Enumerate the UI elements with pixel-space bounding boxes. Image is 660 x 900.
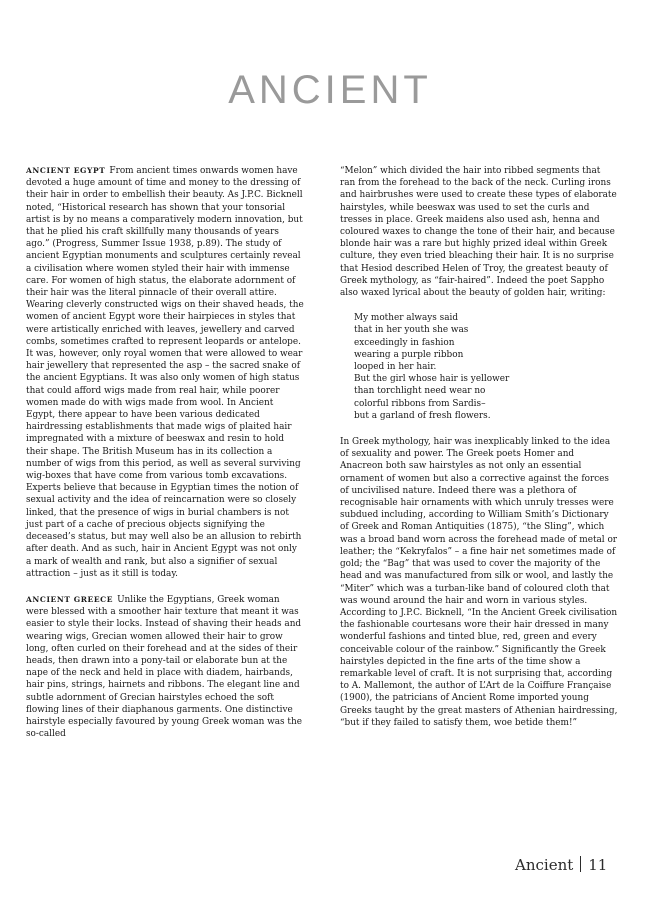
left-column	[26, 165, 304, 740]
poem-line: My mother always said	[354, 313, 459, 324]
greece-heading: ANCIENT GREECE	[26, 594, 114, 604]
poem-line: that in her youth she was	[354, 325, 469, 336]
poem-line: wearing a purple ribbon	[354, 349, 464, 360]
egypt-paragraph	[26, 165, 304, 580]
page-footer	[515, 856, 607, 874]
egypt-text: From ancient times onwards women have devoted a huge amount of time and money to the dressing of their hair in order to embellish their beauty. As J.P.C. Bicknell noted, “Historical research has shown that your tonsorial artist is by no means a comparatively modern innovation, but that he plied his craft skillfully many thousands of years ago.” (Progress, Summer Issue 1938, p.89). The study of ancient Egyptian monuments and sculptures certainly reveal a civilisation where women styled their hair with immense care. For women of high status, the elaborate adornment of their hair was the literal pinnacle of their overall attire. Wearing cleverly constructed wigs on their shaved heads, the women of ancient Egypt wore their hairpieces in styles that were artistically enriched with leaves, jewellery and carved combs, sometimes crafted to represent leopards or antelope. It was, however, only royal women that were allowed to wear hair jewellery that represented the asp – the sacred snake of the ancient Egyptians. It was also only women of high status that could afford wigs made from real hair, while poorer women made do with wigs made from wool. In Ancient Egypt, there appear to have been various dedicated hairdressing establishments that made wigs of plaited hair impregnated with a mixture of beeswax and resin to hold their shape. The British Museum has in its collection a number of wigs from this period, as well as several surviving wig-boxes that have come from various tomb excavations. Experts believe that because in Egyptian times the notion of sexual activity and the idea of reincarnation were so closely linked, that the presence of wigs in burial chambers is not just part of a cache of precious objects signifying the deceased’s status, but may well also be an allusion to rebirth after death. And as such, hair in Ancient Egypt was not only a mark of wealth and rank, but also a signifier of sexual attraction – just as it still is today.	[26, 166, 304, 579]
page-number: 11	[588, 856, 608, 874]
poem-line: exceedingly in fashion	[354, 337, 455, 348]
mythology-paragraph: In Greek mythology, hair was inexplicably linked to the idea of sexuality and power. The Greek poets Homer and Anacreon both saw hairstyles as not only an essential ornament of women but also a corrective against the forces of uncivilised nature. Indeed there was a plethora of recognisable hair ornaments with which unruly tresses were subdued including, according to William Smith’s Dictionary of Greek and Roman Antiquities (1875), “the Sling”, which was a broad band worn across the forehead made of metal or leather; the “Kekryfalos” – a fine hair net sometimes made of gold; the “Bag” that was used to cover the majority of the head and was manufactured from silk or wool, and lastly the “Miter” which was a turban-like band of coloured cloth that was wound around the hair and worn in various styles. According to J.P.C. Bicknell, “In the Ancient Greek civilisation the fashionable courtesans wore their hair dressed in many wonderful fashions and tinted blue, red, green and every conceivable colour of the rainbow.” Significantly the Greek hairstyles depicted in the fine arts of the time show a remarkable level of craft. It is not surprising that, according to A. Mallemont, the author of L’Art de la Coiffure Française (1900), the patricians of Ancient Rome imported young Greeks taught by the great masters of Athenian hairdressing, “but if they failed to satisfy them, woe betide them!”	[340, 437, 618, 728]
egypt-heading: ANCIENT EGYPT	[26, 166, 106, 175]
page-title: ANCIENT	[228, 68, 432, 112]
poem-line: colorful ribbons from Sardis–	[354, 398, 486, 409]
footer-divider	[580, 856, 581, 872]
greece-paragraph	[26, 594, 304, 740]
sappho-poem	[354, 312, 618, 422]
right-column	[340, 165, 618, 729]
poem-line: than torchlight need wear no	[354, 386, 486, 397]
greece-text: Unlike the Egyptians, Greek woman were blessed with a smoother hair texture that meant it was easier to style their locks. Instead of shaving their heads and wearing wigs, Grecian women allowed their hair to grow long, often curled on their forehead and at the sides of their heads, then drawn into a pony-tail or elaborate bun at the nape of the neck and held in place with diadem, hairbands, hair pins, strings, hairnets and ribbons. The elegant line and subtle adornment of Grecian hairstyles echoed the soft flowing lines of their diaphanous garments. One distinctive hairstyle especially favoured by young Greek woman was the so-called	[26, 594, 302, 740]
poem-line: looped in her hair.	[354, 362, 437, 373]
poem-line: But the girl whose hair is yellower	[354, 374, 510, 385]
greece-continued-paragraph: “Melon” which divided the hair into ribbed segments that ran from the forehead to the back of the neck. Curling irons and hairbrushes were used to create these types of elaborate hairstyles, while beeswax was used to set the curls and tresses in place. Greek maidens also used ash, henna and coloured waxes to change the tone of their hair, and because blonde hair was a rare but highly prized ideal within Greek culture, they even tried bleaching their hair. It is no surprise that Hesiod described Helen of Troy, the greatest beauty of Greek mythology, as “fair-haired”. Indeed the poet Sappho also waxed lyrical about the beauty of golden hair, writing:	[340, 166, 617, 299]
footer-label: Ancient	[515, 856, 574, 874]
poem-line: but a garland of fresh flowers.	[354, 410, 491, 421]
